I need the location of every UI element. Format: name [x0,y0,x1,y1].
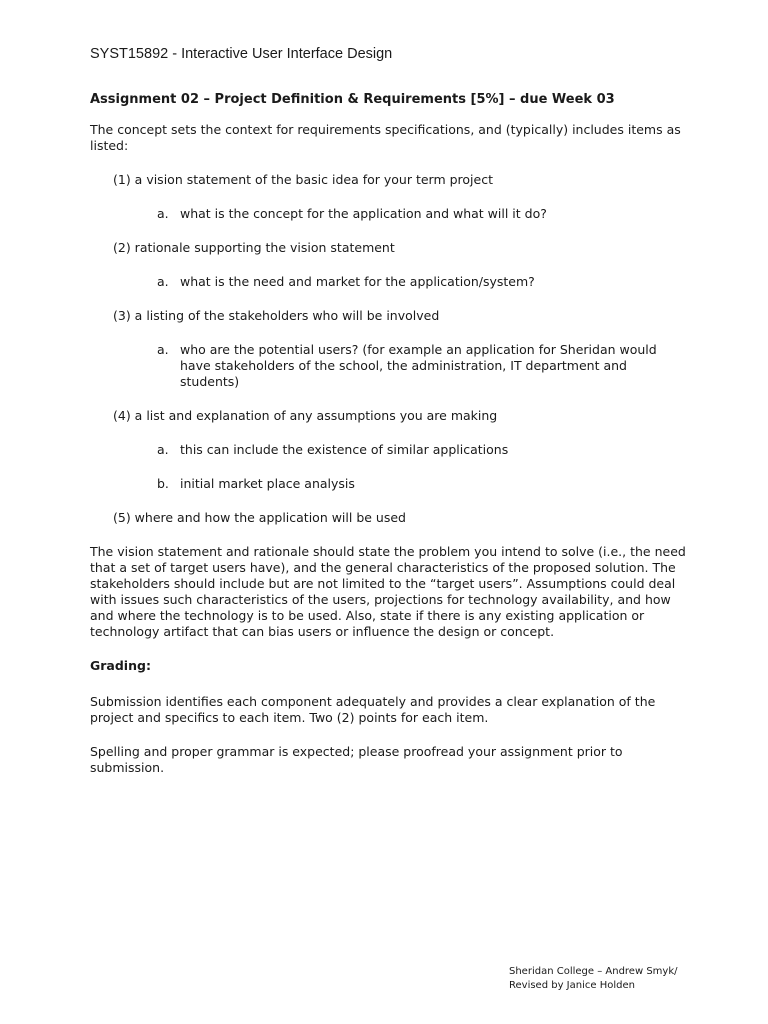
list-item-assumptions: (4) a list and explanation of any assumptions you are making [113,408,498,423]
document-footer [509,965,677,993]
sub-item [157,442,690,458]
sub-item-marker: a. [157,274,169,289]
sub-item [157,476,690,492]
footer-author: Sheridan College – Andrew Smyk/ [509,966,678,977]
sub-item-marker: a. [157,206,169,221]
list-item-rationale: (2) rationale supporting the vision statement [113,240,395,255]
list-item-usage: (5) where and how the application will be used [113,510,406,525]
grading-paragraph: Submission identifies each component adequately and provides a clear explanation of the project and specifics to each item. Two (2) points for each item. [90,694,656,725]
sub-item [157,342,690,390]
intro-paragraph: The concept sets the context for requirements specifications, and (typically) includes items as listed: [90,122,681,153]
assignment-title: Assignment 02 – Project Definition & Requirements [5%] – due Week 03 [90,92,615,107]
sub-item-text: what is the need and market for the application/system? [180,274,535,289]
footer-reviser: Revised by Janice Holden [509,980,635,991]
course-header: SYST15892 - Interactive User Interface Design [90,46,393,62]
sub-item-marker: a. [157,342,169,357]
sub-item [157,206,690,222]
grammar-paragraph: Spelling and proper grammar is expected; please proofread your assignment prior to submission. [90,744,623,775]
assignment-content [90,92,690,794]
sub-item-text: this can include the existence of similar applications [180,442,509,457]
sub-item-marker: a. [157,442,169,457]
sub-item-text: who are the potential users? (for example an application for Sheridan would have stakeholders of the school, the administration, IT department and students) [180,342,657,389]
list-item-vision: (1) a vision statement of the basic idea for your term project [113,172,493,187]
sub-item-text: initial market place analysis [180,476,355,491]
sub-item [157,274,690,290]
sub-item-marker: b. [157,476,169,491]
sub-item-text: what is the concept for the application and what will it do? [180,206,547,221]
grading-heading: Grading: [90,658,151,673]
list-item-stakeholders: (3) a listing of the stakeholders who will be involved [113,308,440,323]
vision-paragraph: The vision statement and rationale should state the problem you intend to solve (i.e., the need that a set of target users have), and the general characteristics of the proposed solution. The stakeholders should include but are not limited to the “target users”. Assumptions could deal with issues such characteristics of the users, projections for technology availability, and how and where the technology is to be used. Also, state if there is any existing application or technology artifact that can bias users or influence the design or concept. [90,544,686,639]
